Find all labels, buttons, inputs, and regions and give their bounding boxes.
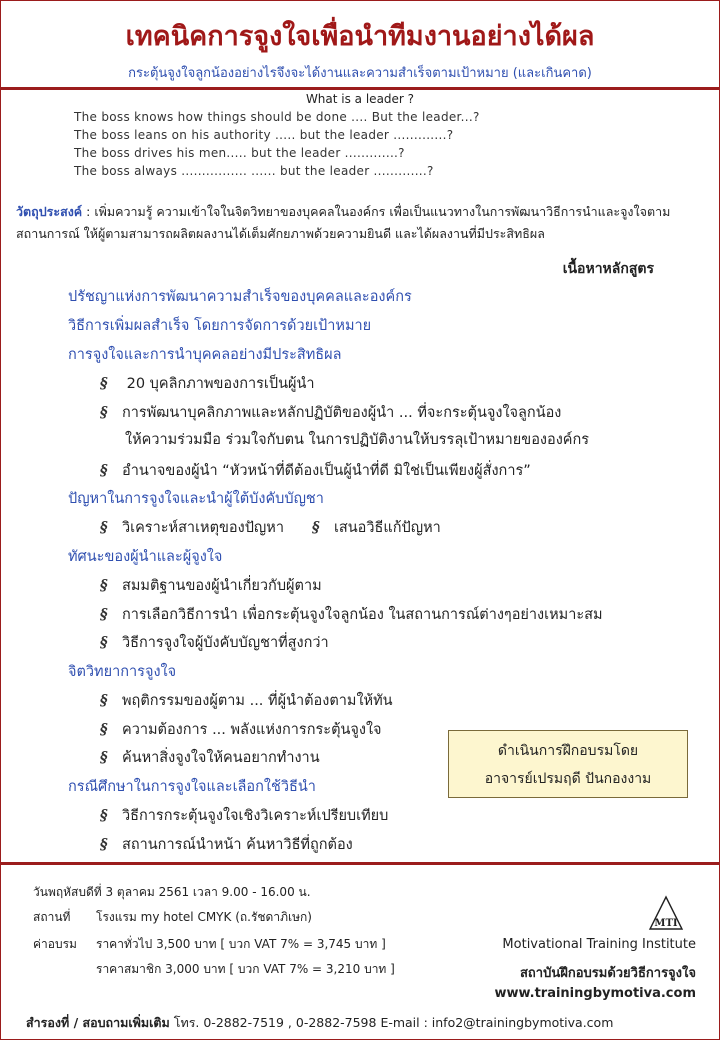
objective-paragraph <box>16 201 706 245</box>
trainer-box <box>448 730 688 798</box>
section-heading: ทัศนะของผู้นำและผู้จูงใจ <box>68 549 223 565</box>
section-heading: กรณีศึกษาในการจูงใจและเลือกใช้วิธีนำ <box>68 779 316 795</box>
bullet-icon: § <box>311 519 320 536</box>
list-item <box>100 603 603 626</box>
leader-line: The boss drives his men..... but the leader .............? <box>74 146 405 160</box>
list-item-text: ความต้องการ ... พลังแห่งการกระตุ้นจูงใจ <box>122 722 382 738</box>
list-item-text: สถานการณ์นำหน้า ค้นหาวิธีที่ถูกต้อง <box>122 837 353 853</box>
list-item <box>100 804 388 827</box>
section-heading: ปรัชญาแห่งการพัฒนาความสำเร็จของบุคคลและองค์กร <box>68 289 412 305</box>
list-item <box>100 718 382 741</box>
list-item <box>100 372 315 395</box>
bullet-icon: § <box>100 375 108 392</box>
section-heading: การจูงใจและการนำบุคคลอย่างมีประสิทธิผล <box>68 347 342 363</box>
org-name-th: สถาบันฝึกอบรมด้วยวิธีการจูงใจ <box>519 966 696 981</box>
list-item <box>100 689 393 712</box>
list-item-text: วิธีการกระตุ้นจูงใจเชิงวิเคราะห์เปรียบเทียบ <box>122 808 389 824</box>
bullet-icon: § <box>100 462 108 479</box>
website-link[interactable]: www.trainingbymotiva.com <box>494 986 696 1001</box>
list-item-text: ค้นหาสิ่งจูงใจให้คนอยากทำงาน <box>122 750 320 766</box>
list-item <box>100 459 531 482</box>
fee-label: ค่าอบรม <box>33 937 77 951</box>
fee-member: ราคาสมาชิก 3,000 บาท [ บวก VAT 7% = 3,210 บาท ] <box>96 962 395 976</box>
bullet-icon: § <box>100 836 108 853</box>
fee-general: ราคาทั่วไป 3,500 บาท [ บวก VAT 7% = 3,745 บาท ] <box>96 937 386 951</box>
list-item-text: พฤติกรรมของผู้ตาม ... ที่ผู้นำต้องตามให้ทัน <box>122 693 393 709</box>
list-item <box>100 516 441 539</box>
list-item-text: วิธีการจูงใจผู้บังคับบัญชาที่สูงกว่า <box>122 635 329 651</box>
list-item <box>100 631 329 654</box>
org-name-en: Motivational Training Institute <box>502 937 696 952</box>
bullet-icon: § <box>100 519 108 536</box>
divider-top <box>0 87 720 90</box>
event-date: วันพฤหัสบดีที่ 3 ตุลาคม 2561 เวลา 9.00 - 16.00 น. <box>33 885 311 899</box>
list-item <box>100 833 353 856</box>
divider-bottom <box>0 862 720 865</box>
bullet-icon: § <box>100 606 108 623</box>
list-item-text: วิเคราะห์สาเหตุของปัญหา <box>122 520 284 536</box>
contact-line <box>26 1013 613 1033</box>
list-item-text: อำนาจของผู้นำ “หัวหน้าที่ดีต้องเป็นผู้นำที่ดี มิใช่เป็นเพียงผู้สั่งการ” <box>122 463 531 479</box>
list-item-text: การพัฒนาบุคลิกภาพและหลักปฏิบัติของผู้นำ ... ที่จะกระตุ้นจูงใจลูกน้อง <box>122 405 562 421</box>
bullet-icon: § <box>100 634 108 651</box>
mti-logo-icon <box>648 895 684 933</box>
logo-text: MTI <box>654 918 678 929</box>
objective-label: วัตถุประสงค์ <box>16 204 83 219</box>
list-item-text: การเลือกวิธีการนำ เพื่อกระตุ้นจูงใจลูกน้อง ในสถานการณ์ต่างๆอย่างเหมาะสม <box>122 607 603 623</box>
list-item-text: สมมติฐานของผู้นำเกี่ยวกับผู้ตาม <box>122 578 322 594</box>
bullet-icon: § <box>100 807 108 824</box>
content-heading: เนื้อหาหลักสูตร <box>562 261 654 277</box>
section-heading: ปัญหาในการจูงใจและนำผู้ใต้บังคับบัญชา <box>68 491 324 507</box>
objective-text: : เพิ่มความรู้ ความเข้าใจในจิตวิทยาของบุคคลในองค์กร เพื่อเป็นแนวทางในการพัฒนาวิธีการนำและจูงใจตามสถานการณ์ ให้ผู้ตามสามารถผลิตผลงานได้เต็มศักยภาพด้วยความยินดี และได้ผลงานที่มีประสิทธิผล <box>16 204 671 241</box>
list-item-continuation: ให้ความร่วมมือ ร่วมใจกับตน ในการปฏิบัติงานให้บรรลุเป้าหมายขององค์กร <box>125 432 590 448</box>
venue-label: สถานที่ <box>33 910 71 924</box>
leader-line: The boss knows how things should be done .... But the leader...? <box>74 110 480 124</box>
page-title: เทคนิคการจูงใจเพื่อนำทีมงานอย่างได้ผล <box>125 21 595 52</box>
contact-label: สำรองที่ / สอบถามเพิ่มเติม <box>26 1015 170 1030</box>
contact-text: โทร. 0-2882-7519 , 0-2882-7598 E-mail : info2@trainingbymotiva.com <box>169 1015 614 1030</box>
list-item <box>100 401 561 424</box>
bullet-icon: § <box>100 721 108 738</box>
page-subtitle: กระตุ้นจูงใจลูกน้องอย่างไรจึงจะได้งานและความสำเร็จตามเป้าหมาย (และเกินคาด) <box>128 66 592 81</box>
trainer-name: อาจารย์เปรมฤดี ปันกองงาม <box>484 771 652 787</box>
leader-line: The boss always ................ ...... but the leader .............? <box>74 164 434 178</box>
section-heading: จิตวิทยาการจูงใจ <box>68 664 177 680</box>
trainer-label: ดำเนินการฝึกอบรมโดย <box>497 743 639 759</box>
list-item-text: เสนอวิธีแก้ปัญหา <box>333 520 441 536</box>
list-item <box>100 574 322 597</box>
venue: โรงแรม my hotel CMYK (ถ.รัชดาภิเษก) <box>96 910 312 924</box>
bullet-icon: § <box>100 577 108 594</box>
leader-line: The boss leans on his authority ..... but the leader .............? <box>74 128 454 142</box>
bullet-icon: § <box>100 404 108 421</box>
bullet-icon: § <box>100 749 108 766</box>
section-heading: วิธีการเพิ่มผลสำเร็จ โดยการจัดการด้วยเป้าหมาย <box>68 318 372 334</box>
leader-heading: What is a leader ? <box>305 92 415 106</box>
list-item-text: 20 บุคลิกภาพของการเป็นผู้นำ <box>122 376 315 392</box>
list-item <box>100 746 320 769</box>
bullet-icon: § <box>100 692 108 709</box>
